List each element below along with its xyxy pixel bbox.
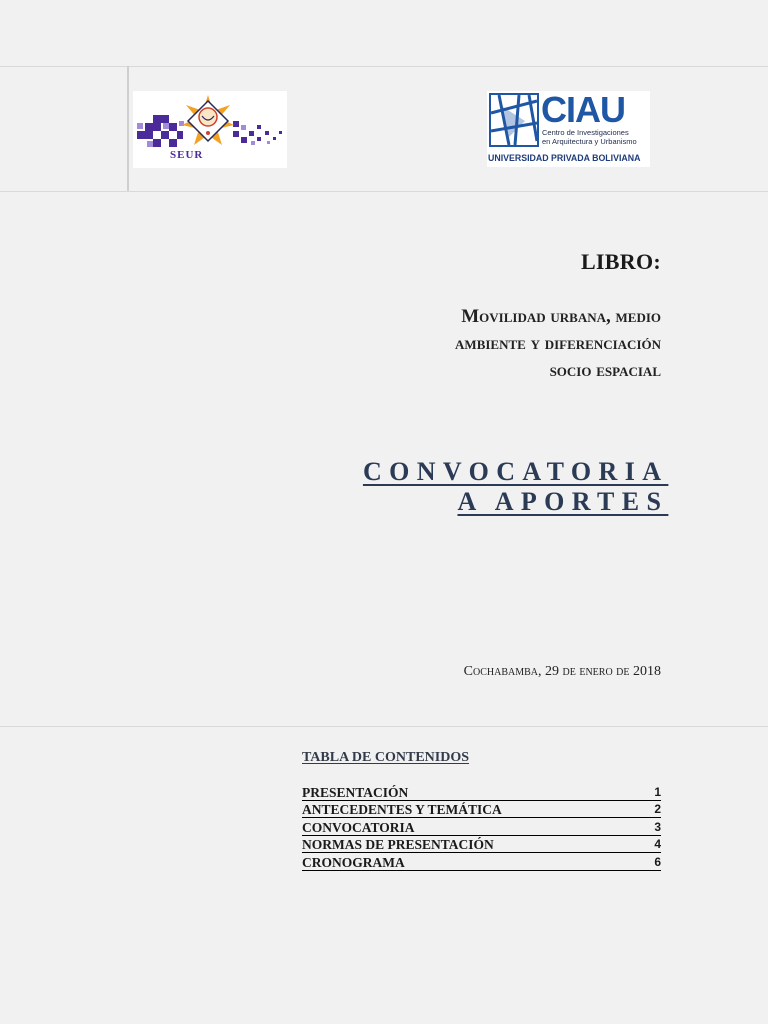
call-heading	[362, 457, 669, 517]
toc-entry-page[interactable]: 2	[654, 802, 661, 817]
header-top-rule	[0, 66, 768, 67]
document-date: Cochabamba, 29 de enero de 2018	[463, 664, 661, 679]
toc-entry-page[interactable]: 1	[654, 784, 661, 799]
toc-entry-presentacion[interactable]	[302, 783, 661, 801]
footer-rule	[0, 726, 768, 727]
book-subject	[361, 303, 661, 384]
call-heading-line-1: CONVOCATORIA	[362, 457, 669, 486]
ciau-university: UNIVERSIDAD PRIVADA BOLIVIANA	[488, 153, 641, 163]
ciau-subtitle-line-1: Centro de Investigaciones	[542, 128, 629, 137]
ciau-subtitle	[542, 129, 650, 146]
book-subject-line-2: ambiente y diferenciación	[455, 333, 661, 354]
book-subject-line-3: socio espacial	[549, 360, 661, 381]
toc-entry-label[interactable]: CONVOCATORIA	[302, 819, 415, 835]
ciau-logo	[487, 91, 650, 167]
header-bottom-rule	[0, 191, 768, 192]
seur-logo-icon	[133, 91, 287, 168]
toc-entry-page[interactable]: 6	[654, 854, 661, 869]
toc-entry-label[interactable]: NORMAS DE PRESENTACIÓN	[302, 837, 494, 853]
book-subject-line-1: Movilidad urbana, medio	[461, 306, 661, 327]
toc-entry-page[interactable]: 4	[654, 837, 661, 852]
toc-entry-page[interactable]: 3	[654, 819, 661, 834]
toc-list	[302, 783, 661, 871]
ciau-subtitle-line-2: en Arquitectura y Urbanismo	[542, 136, 637, 146]
call-heading-line-2: A APORTES	[457, 487, 669, 516]
seur-logo-text: SEUR	[170, 149, 204, 161]
toc-entry-label[interactable]: PRESENTACIÓN	[302, 784, 409, 800]
toc-entry-normas[interactable]	[302, 836, 661, 854]
toc-title: TABLA DE CONTENIDOS	[302, 750, 470, 765]
ciau-name: CIAU	[541, 89, 625, 130]
toc-entry-antecedentes[interactable]	[302, 801, 661, 819]
toc-entry-cronograma[interactable]	[302, 853, 661, 871]
toc-entry-label[interactable]: ANTECEDENTES Y TEMÁTICA	[302, 802, 502, 818]
seur-logo	[133, 91, 287, 168]
ciau-logo-icon	[489, 93, 539, 147]
book-label: LIBRO:	[580, 249, 661, 274]
toc-entry-label[interactable]: CRONOGRAMA	[302, 854, 405, 870]
header-side-rule	[127, 66, 129, 192]
toc-entry-convocatoria[interactable]	[302, 818, 661, 836]
